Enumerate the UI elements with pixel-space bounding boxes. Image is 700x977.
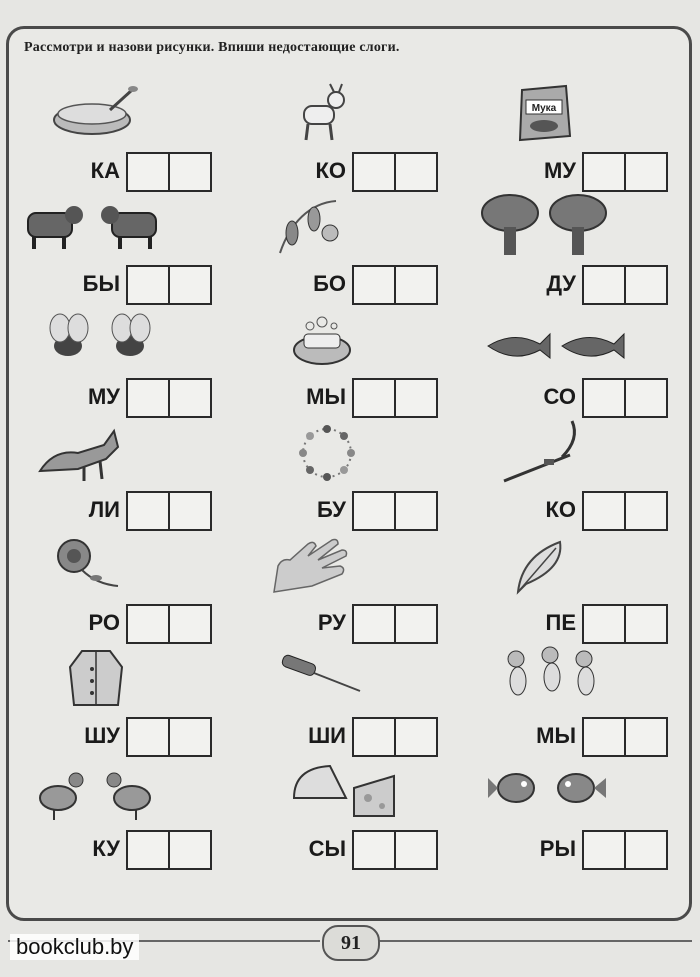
answer-boxes[interactable] (126, 378, 212, 418)
answer-boxes[interactable] (352, 265, 438, 305)
syllable-label: КУ (92, 836, 120, 861)
answer-boxes[interactable] (582, 604, 668, 644)
answer-boxes[interactable] (126, 265, 212, 305)
answer-box[interactable] (626, 493, 666, 529)
answer-boxes[interactable] (582, 152, 668, 192)
exercise-item (486, 532, 700, 645)
exercise-item (486, 758, 700, 871)
mice-icon (494, 645, 610, 711)
answer-boxes[interactable] (126, 830, 212, 870)
soap-icon (290, 306, 354, 372)
answer-box[interactable] (170, 267, 210, 303)
exercise-row (0, 193, 700, 306)
answer-boxes[interactable] (352, 152, 438, 192)
exercise-row (0, 645, 700, 758)
exercise-item (30, 532, 260, 645)
porridge-icon (50, 80, 140, 146)
answer-box[interactable] (170, 719, 210, 755)
exercise-item (486, 80, 700, 193)
exercise-item (486, 419, 700, 532)
answer-boxes[interactable] (582, 491, 668, 531)
answer-box[interactable] (128, 154, 170, 190)
answer-boxes[interactable] (352, 491, 438, 531)
syllable-label: БО (313, 271, 346, 296)
answer-box[interactable] (396, 606, 436, 642)
answer-box[interactable] (354, 267, 396, 303)
exercise-row (0, 532, 700, 645)
syllable-label: МУ (543, 158, 576, 183)
answer-box[interactable] (354, 606, 396, 642)
cheese-icon (290, 758, 400, 824)
answer-box[interactable] (584, 719, 626, 755)
hens-icon (34, 758, 156, 824)
answer-boxes[interactable] (352, 717, 438, 757)
answer-box[interactable] (128, 606, 170, 642)
syllable-label: РЫ (539, 836, 576, 861)
syllable-label: МЫ (306, 384, 346, 409)
syllable-label: КО (315, 158, 346, 183)
answer-box[interactable] (584, 606, 626, 642)
flour-bag-icon (514, 80, 574, 146)
answer-box[interactable] (396, 719, 436, 755)
answer-box[interactable] (626, 719, 666, 755)
flour-bag-label: Мука (531, 103, 557, 114)
fish-icon (486, 758, 610, 824)
exercise-item (256, 306, 486, 419)
exercise-item (256, 419, 486, 532)
answer-boxes[interactable] (582, 830, 668, 870)
exercise-item (256, 758, 486, 871)
answer-boxes[interactable] (582, 265, 668, 305)
exercise-item (30, 419, 260, 532)
answer-box[interactable] (354, 154, 396, 190)
answer-box[interactable] (170, 832, 210, 868)
answer-box[interactable] (128, 719, 170, 755)
syllable-label: МЫ (536, 723, 576, 748)
answer-box[interactable] (396, 267, 436, 303)
syllable-label: БУ (317, 497, 346, 522)
exercise-item (256, 645, 486, 758)
answer-box[interactable] (170, 493, 210, 529)
oak-trees-icon (480, 193, 610, 259)
bulls-icon (16, 193, 172, 259)
exercise-item (30, 306, 260, 419)
syllable-label: БЫ (82, 271, 120, 296)
answer-box[interactable] (584, 154, 626, 190)
syllable-label: ПЕ (545, 610, 576, 635)
exercise-item (486, 306, 700, 419)
exercise-item (30, 80, 260, 193)
exercise-row (0, 80, 700, 193)
syllable-label: ДУ (546, 271, 576, 296)
answer-boxes[interactable] (352, 378, 438, 418)
answer-boxes[interactable] (126, 491, 212, 531)
exercise-item (486, 193, 700, 306)
answer-box[interactable] (584, 267, 626, 303)
answer-box[interactable] (626, 380, 666, 416)
answer-box[interactable] (354, 832, 396, 868)
hand-icon (268, 532, 352, 598)
answer-box[interactable] (170, 606, 210, 642)
page-number: 91 (341, 931, 361, 954)
answer-boxes[interactable] (352, 604, 438, 644)
syllable-label: РУ (317, 610, 346, 635)
exercise-item (30, 193, 260, 306)
answer-box[interactable] (626, 154, 666, 190)
answer-box[interactable] (584, 493, 626, 529)
exercise-item (256, 193, 486, 306)
exercise-item (256, 532, 486, 645)
exercise-row (0, 419, 700, 532)
beads-icon (292, 419, 362, 485)
answer-box[interactable] (626, 606, 666, 642)
syllable-label: КА (90, 158, 120, 183)
flies-icon (44, 306, 160, 372)
syllable-label: ЛИ (88, 497, 120, 522)
exercise-item (486, 645, 700, 758)
fox-icon (34, 419, 124, 485)
answer-box[interactable] (128, 493, 170, 529)
answer-box[interactable] (354, 719, 396, 755)
syllable-label: СО (543, 384, 576, 409)
answer-box[interactable] (128, 267, 170, 303)
exercise-row (0, 758, 700, 871)
answer-box[interactable] (170, 380, 210, 416)
awl-icon (278, 645, 364, 711)
answer-box[interactable] (626, 832, 666, 868)
syllable-label: ШИ (308, 723, 346, 748)
answer-box[interactable] (396, 832, 436, 868)
scythe-icon (500, 419, 590, 485)
answer-box[interactable] (584, 380, 626, 416)
answer-box[interactable] (170, 154, 210, 190)
syllable-label: КО (545, 497, 576, 522)
answer-box[interactable] (354, 493, 396, 529)
goat-icon (290, 80, 350, 146)
answer-boxes[interactable] (126, 604, 212, 644)
answer-box[interactable] (128, 380, 170, 416)
instruction-text: Рассмотри и назови рисунки. Впиши недостающие слоги. (24, 40, 400, 55)
answer-boxes[interactable] (126, 152, 212, 192)
answer-boxes[interactable] (352, 830, 438, 870)
exercise-item (30, 758, 260, 871)
answer-boxes[interactable] (582, 378, 668, 418)
answer-box[interactable] (396, 493, 436, 529)
beans-icon (270, 193, 346, 259)
footer-rule-right (378, 940, 692, 942)
answer-box[interactable] (354, 380, 396, 416)
exercise-item (30, 645, 260, 758)
syllable-label: МУ (87, 384, 120, 409)
exercise-row (0, 306, 700, 419)
catfish-icon (484, 306, 628, 372)
answer-boxes[interactable] (582, 717, 668, 757)
answer-box[interactable] (626, 267, 666, 303)
fur-coat-icon (64, 645, 128, 711)
answer-boxes[interactable] (126, 717, 212, 757)
rose-icon (52, 532, 122, 598)
answer-box[interactable] (128, 832, 170, 868)
exercise-item (256, 80, 486, 193)
answer-box[interactable] (396, 154, 436, 190)
watermark: bookclub.by (10, 934, 139, 960)
answer-box[interactable] (584, 832, 626, 868)
feather-icon (512, 532, 572, 598)
syllable-label: ШУ (84, 723, 120, 748)
answer-box[interactable] (396, 380, 436, 416)
syllable-label: РО (88, 610, 120, 635)
page-number-badge (322, 925, 380, 961)
syllable-label: СЫ (308, 836, 346, 861)
